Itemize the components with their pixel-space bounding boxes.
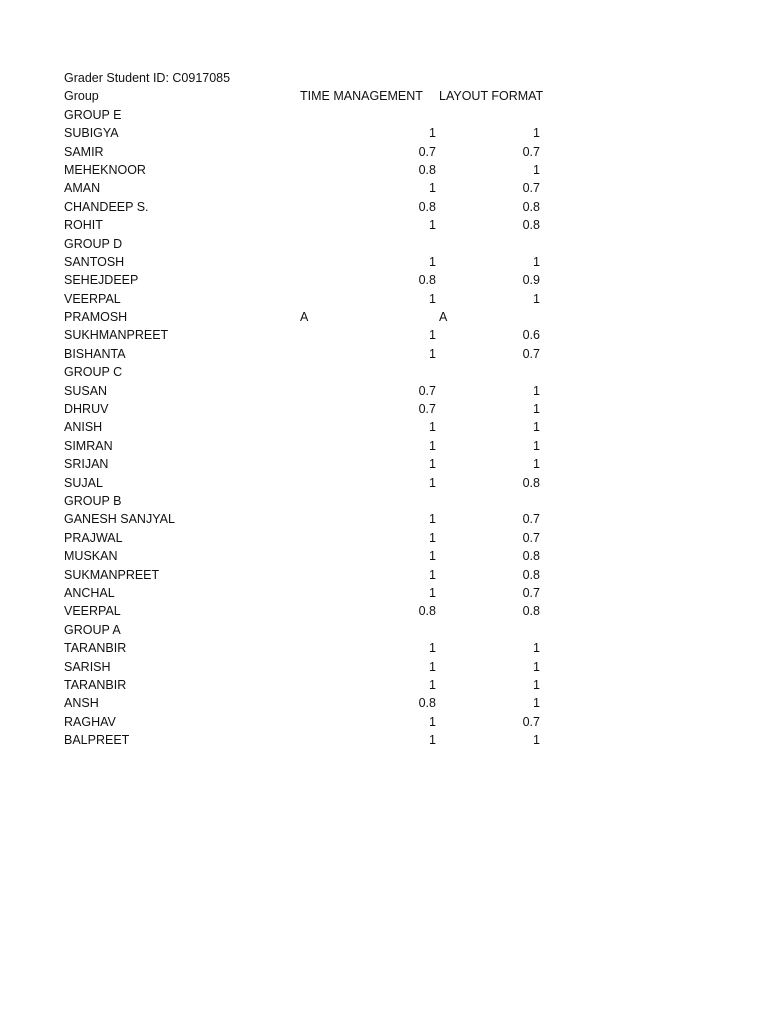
table-row: [64, 345, 554, 363]
table-row: [64, 658, 554, 676]
layout-format-score: 0.8: [522, 218, 540, 233]
layout-format-score: 0.7: [522, 585, 540, 600]
student-name: SANTOSH: [64, 254, 125, 269]
layout-format-score: 1: [533, 438, 540, 453]
layout-format-score: 1: [533, 162, 540, 177]
layout-format-score: 1: [533, 383, 540, 398]
group-header-row: [64, 621, 554, 639]
student-name: ANCHAL: [64, 585, 115, 600]
student-name: VEERPAL: [64, 291, 121, 306]
title-row: [64, 69, 554, 87]
table-row: [64, 529, 554, 547]
time-management-score: 1: [429, 126, 436, 141]
student-name: ROHIT: [64, 218, 103, 233]
layout-format-score: 1: [533, 420, 540, 435]
table-row: [64, 198, 554, 216]
time-management-score: 1: [429, 346, 436, 361]
layout-format-score: 0.7: [522, 181, 540, 196]
group-name: GROUP A: [64, 622, 121, 637]
group-header-row: [64, 235, 554, 253]
spreadsheet: [64, 69, 554, 749]
layout-format-score: A: [439, 310, 448, 325]
student-name: RAGHAV: [64, 714, 116, 729]
table-row: [64, 437, 554, 455]
time-management-score: 0.7: [418, 144, 436, 159]
table-row: [64, 602, 554, 620]
group-name: GROUP E: [64, 107, 122, 122]
layout-format-score: 0.8: [522, 199, 540, 214]
layout-format-score: 0.6: [522, 328, 540, 343]
time-management-score: 0.8: [418, 162, 436, 177]
layout-format-score: 1: [533, 696, 540, 711]
table-row: [64, 326, 554, 344]
layout-format-score: 0.7: [522, 346, 540, 361]
time-management-score: 1: [429, 512, 436, 527]
group-header-row: [64, 106, 554, 124]
student-name: GANESH SANJYAL: [64, 512, 175, 527]
layout-format-score: 0.7: [522, 714, 540, 729]
time-management-score: 0.7: [418, 383, 436, 398]
group-header-row: [64, 363, 554, 381]
group-name: GROUP D: [64, 236, 123, 251]
student-name: MUSKAN: [64, 549, 118, 564]
layout-format-column-header: LAYOUT FORMAT: [439, 89, 544, 104]
time-management-score: 1: [429, 475, 436, 490]
time-management-score: 0.7: [418, 402, 436, 417]
student-name: SUSAN: [64, 383, 108, 398]
time-management-score: 1: [429, 254, 436, 269]
time-management-score: 0.8: [418, 273, 436, 288]
table-row: [64, 382, 554, 400]
table-row: [64, 584, 554, 602]
group-name: GROUP C: [64, 365, 123, 380]
student-name: SUJAL: [64, 475, 103, 490]
group-header-row: [64, 492, 554, 510]
layout-format-score: 0.7: [522, 512, 540, 527]
time-management-score: 1: [429, 714, 436, 729]
grader-id-label: Grader Student ID: C0917085: [64, 71, 231, 85]
table-row: [64, 676, 554, 694]
layout-format-score: 0.7: [522, 530, 540, 545]
student-name: SUKHMANPREET: [64, 328, 169, 343]
group-column-header: Group: [64, 89, 99, 104]
table-row: [64, 418, 554, 436]
student-name: SAMIR: [64, 144, 104, 159]
table-row: [64, 510, 554, 528]
layout-format-score: 1: [533, 677, 540, 692]
table-row: [64, 271, 554, 289]
time-management-score: 1: [429, 457, 436, 472]
table-row: [64, 547, 554, 565]
layout-format-score: 0.8: [522, 567, 540, 582]
table-row: [64, 639, 554, 657]
table-row: [64, 216, 554, 234]
student-name: SUKMANPREET: [64, 567, 160, 582]
time-management-score: 1: [429, 585, 436, 600]
table-row: [64, 143, 554, 161]
layout-format-score: 1: [533, 126, 540, 141]
time-management-score: 0.8: [418, 604, 436, 619]
student-name: TARANBIR: [64, 641, 127, 656]
layout-format-score: 1: [533, 402, 540, 417]
table-row: [64, 474, 554, 492]
table-row: [64, 179, 554, 197]
time-management-score: 1: [429, 438, 436, 453]
student-name: ANISH: [64, 420, 103, 435]
time-management-score: 1: [429, 181, 436, 196]
time-management-score: 1: [429, 291, 436, 306]
layout-format-score: 1: [533, 733, 540, 748]
time-management-score: 1: [429, 328, 436, 343]
header-row: [64, 87, 554, 105]
table-row: [64, 566, 554, 584]
student-name: PRAJWAL: [64, 530, 123, 545]
student-name: SARISH: [64, 659, 111, 674]
table-row: [64, 713, 554, 731]
table-row: [64, 161, 554, 179]
layout-format-score: 0.9: [522, 273, 540, 288]
student-name: DHRUV: [64, 402, 109, 417]
layout-format-score: 0.8: [522, 549, 540, 564]
table-row: [64, 290, 554, 308]
layout-format-score: 1: [533, 254, 540, 269]
table-row: [64, 124, 554, 142]
student-name: SIMRAN: [64, 438, 113, 453]
student-name: SRIJAN: [64, 457, 109, 472]
student-name: CHANDEEP S.: [64, 199, 149, 214]
student-name: AMAN: [64, 181, 101, 196]
table-row: [64, 253, 554, 271]
table-row: [64, 308, 554, 326]
time-management-score: 1: [429, 659, 436, 674]
time-management-score: 0.8: [418, 696, 436, 711]
student-name: PRAMOSH: [64, 310, 128, 325]
time-management-score: 1: [429, 530, 436, 545]
layout-format-score: 1: [533, 457, 540, 472]
time-management-score: 1: [429, 218, 436, 233]
group-name: GROUP B: [64, 493, 122, 508]
table-row: [64, 694, 554, 712]
layout-format-score: 1: [533, 641, 540, 656]
time-management-score: 1: [429, 641, 436, 656]
table-row: [64, 455, 554, 473]
table-row: [64, 731, 554, 749]
student-name: SEHEJDEEP: [64, 273, 139, 288]
layout-format-score: 1: [533, 659, 540, 674]
time-management-score: A: [300, 310, 309, 325]
time-management-score: 1: [429, 677, 436, 692]
data-rows: [64, 106, 554, 750]
time-management-score: 1: [429, 567, 436, 582]
layout-format-score: 1: [533, 291, 540, 306]
layout-format-score: 0.8: [522, 475, 540, 490]
time-management-score: 1: [429, 420, 436, 435]
time-management-score: 0.8: [418, 199, 436, 214]
time-management-score: 1: [429, 733, 436, 748]
student-name: VEERPAL: [64, 604, 121, 619]
layout-format-score: 0.7: [522, 144, 540, 159]
student-name: ANSH: [64, 696, 99, 711]
time-management-column-header: TIME MANAGEMENT: [300, 89, 423, 104]
table-row: [64, 400, 554, 418]
time-management-score: 1: [429, 549, 436, 564]
student-name: MEHEKNOOR: [64, 162, 146, 177]
student-name: TARANBIR: [64, 677, 127, 692]
student-name: BISHANTA: [64, 346, 126, 361]
student-name: SUBIGYA: [64, 126, 119, 141]
layout-format-score: 0.8: [522, 604, 540, 619]
student-name: BALPREET: [64, 733, 130, 748]
